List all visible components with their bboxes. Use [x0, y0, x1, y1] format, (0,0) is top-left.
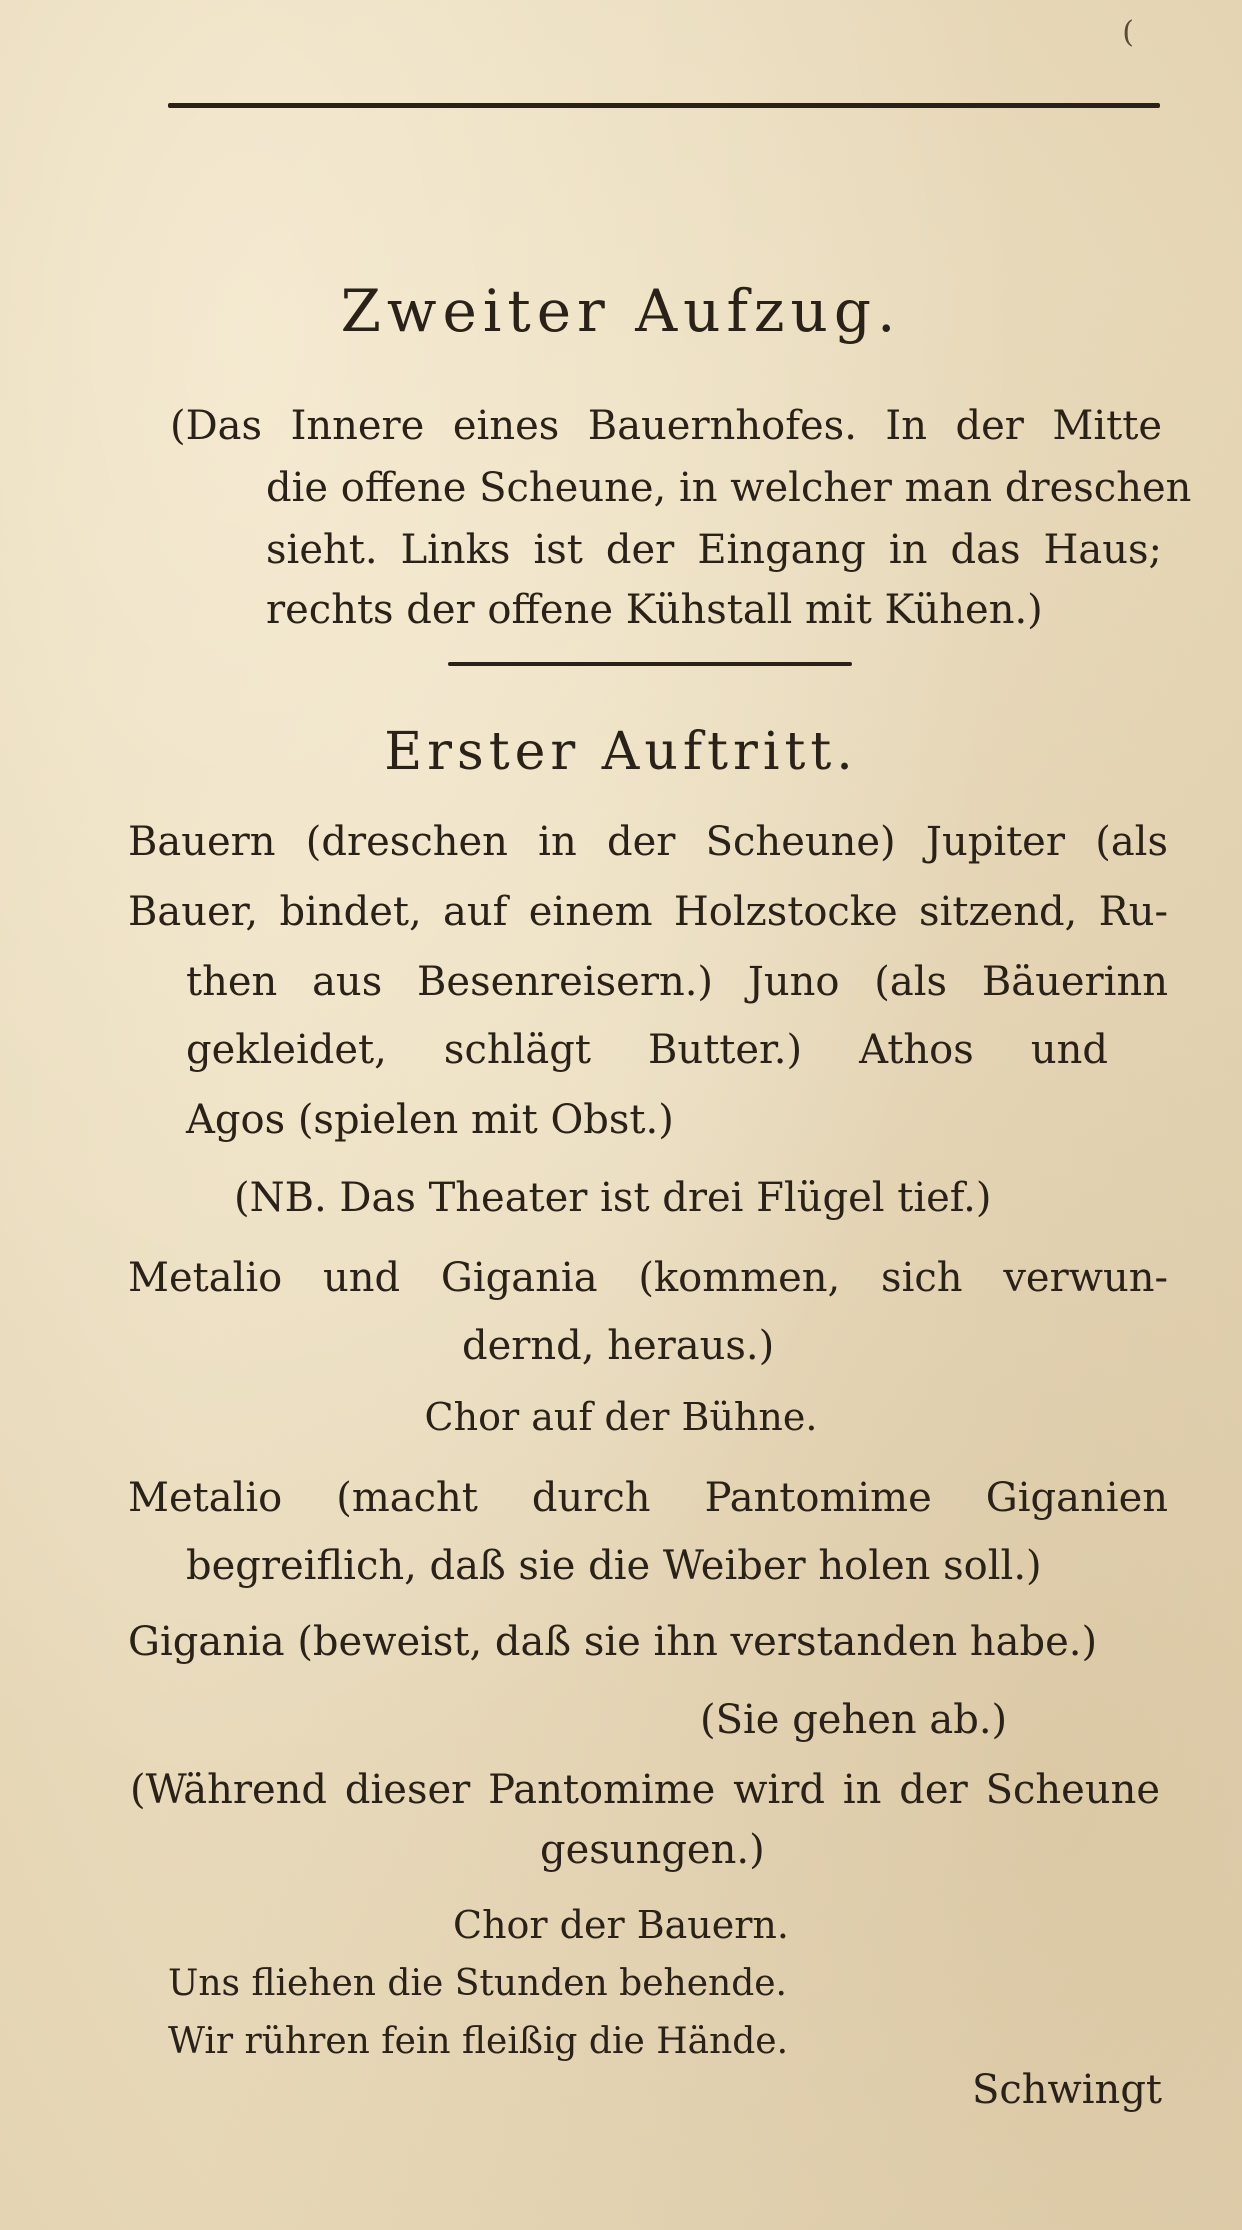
scene-title: Erster Auftritt. — [384, 722, 858, 782]
verse-line-2: Wir rühren fein fleißig die Hände. — [168, 2021, 789, 2062]
stage-direction-line-1: (Das Innere eines Bauernhofes. In der Mitte — [170, 403, 1162, 449]
stage-direction-line-3: sieht. Links ist der Eingang in das Haus; — [266, 527, 1162, 573]
pantomime-line-2: gesungen.) — [540, 1827, 765, 1873]
verse-line-1: Uns fliehen die Stunden behende. — [168, 1963, 787, 2004]
page-mark: ( — [1122, 15, 1134, 50]
entrance-line-1: Metalio und Gigania (kommen, sich verwun- — [128, 1255, 1168, 1301]
metalio-line-1: Metalio (macht durch Pantomime Giganien — [128, 1475, 1168, 1521]
catchword: Schwingt — [971, 2067, 1162, 2113]
exit-direction: (Sie gehen ab.) — [700, 1697, 1008, 1743]
pantomime-line-1: (Während dieser Pantomime wird in der Scheune — [130, 1767, 1160, 1813]
gigania-line: Gigania (beweist, daß sie ihn verstanden habe.) — [128, 1619, 1098, 1665]
chorus-on-stage: Chor auf der Bühne. — [424, 1395, 818, 1439]
theater-note: (NB. Das Theater ist drei Flügel tief.) — [234, 1175, 992, 1221]
cast-line-2: Bauer, bindet, auf einem Holzstocke sitzend, Ru- — [128, 889, 1168, 935]
chorus-heading: Chor der Bauern. — [453, 1903, 789, 1947]
middle-rule — [448, 662, 852, 666]
entrance-line-2: dernd, heraus.) — [462, 1323, 775, 1369]
stage-direction-line-2: die offene Scheune, in welcher man dreschen — [266, 465, 1192, 511]
cast-line-5: Agos (spielen mit Obst.) — [186, 1097, 674, 1143]
cast-line-3: then aus Besenreisern.) Juno (als Bäuerinn — [186, 959, 1168, 1005]
cast-line-4: gekleidet, schlägt Butter.) Athos und — [186, 1027, 1108, 1073]
top-rule — [168, 103, 1160, 108]
stage-direction-line-4: rechts der offene Kühstall mit Kühen.) — [266, 587, 1043, 633]
act-title: Zweiter Aufzug. — [340, 277, 902, 345]
metalio-line-2: begreiflich, daß sie die Weiber holen soll.) — [186, 1543, 1042, 1589]
cast-line-1: Bauern (dreschen in der Scheune) Jupiter (als — [128, 819, 1168, 865]
